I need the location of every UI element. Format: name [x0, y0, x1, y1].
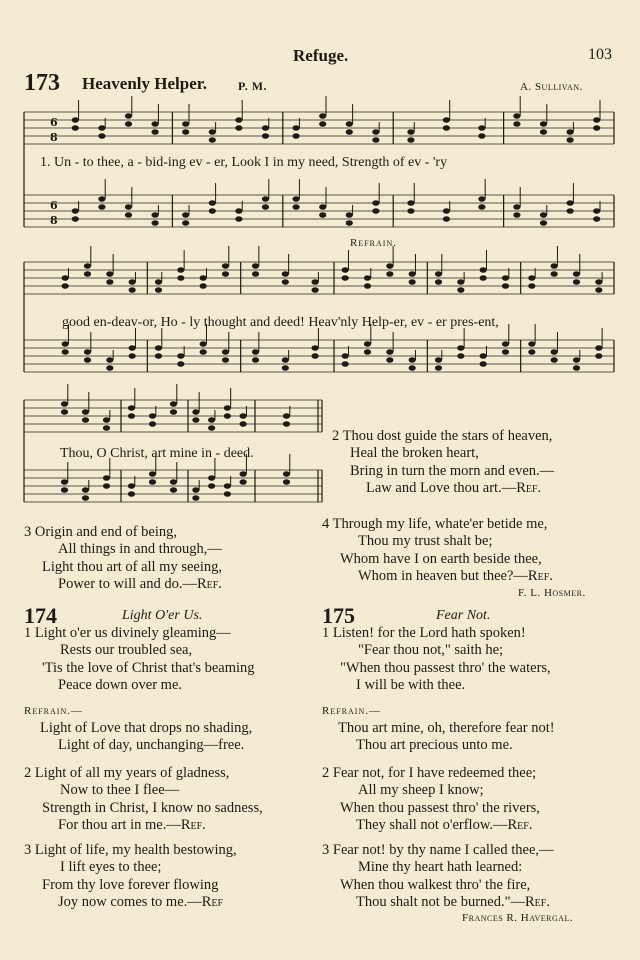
note-head [312, 279, 319, 285]
note-head [480, 267, 487, 273]
note-head [129, 345, 136, 351]
note-head [152, 129, 159, 135]
note-head [319, 204, 326, 210]
note-head [129, 279, 136, 285]
note-head [386, 263, 393, 269]
note-head [222, 271, 229, 277]
note-head [82, 417, 89, 423]
note-head [177, 275, 184, 281]
note-head [208, 475, 215, 481]
note-head [177, 361, 184, 367]
note-head [224, 491, 231, 497]
note-head [386, 357, 393, 363]
note-head [502, 283, 509, 289]
hymn-173-title: Heavenly Helper. [82, 74, 207, 93]
note-head [182, 129, 189, 135]
note-head [240, 421, 247, 427]
note-head [540, 212, 547, 218]
note-head [235, 208, 242, 214]
note-head [364, 275, 371, 281]
hymn-173-meter: P. M. [238, 79, 268, 93]
note-head [155, 287, 162, 293]
note-head [222, 349, 229, 355]
bass-staff [24, 195, 614, 227]
note-head [319, 212, 326, 218]
note-head [567, 137, 574, 143]
note-head [478, 125, 485, 131]
hymn-175-number: 175 [322, 603, 355, 628]
note-head [312, 353, 319, 359]
note-head [106, 279, 113, 285]
note-head [457, 353, 464, 359]
note-head [262, 133, 269, 139]
note-head [435, 365, 442, 371]
note-head [551, 263, 558, 269]
hymn-174-number: 174 [24, 603, 57, 628]
treble-staff [24, 262, 614, 294]
note-head [208, 483, 215, 489]
time-signature: 6 [50, 116, 58, 129]
note-head [125, 121, 132, 127]
note-head [567, 200, 574, 206]
note-head [149, 421, 156, 427]
hymn-173-number: 173 [24, 70, 60, 96]
note-head [235, 125, 242, 131]
treble-staff [24, 112, 614, 144]
note-head [209, 137, 216, 143]
note-head [364, 283, 371, 289]
lyric-line-2: good en-deav-or, Ho - ly thought and deed! Heav'nly Help-er, ev - er pres-ent, [62, 315, 499, 330]
note-head [282, 365, 289, 371]
note-head [443, 117, 450, 123]
note-head [513, 204, 520, 210]
note-head [192, 487, 199, 493]
note-head [293, 196, 300, 202]
note-head [192, 495, 199, 501]
note-head [312, 345, 319, 351]
note-head [443, 208, 450, 214]
note-head [62, 275, 69, 281]
note-head [435, 279, 442, 285]
note-head [177, 353, 184, 359]
note-head [252, 263, 259, 269]
note-head [62, 341, 69, 347]
note-head [528, 341, 535, 347]
note-head [293, 204, 300, 210]
note-head [386, 349, 393, 355]
note-head [262, 204, 269, 210]
note-head [149, 471, 156, 477]
note-head [595, 345, 602, 351]
note-head [435, 357, 442, 363]
note-head [103, 425, 110, 431]
note-head [346, 212, 353, 218]
note-head [235, 216, 242, 222]
verse-175-3: 3 Fear not! by thy name I called thee,— Mine thy heart hath learned: When thou walkest thro' the fire, Thou shalt not be burned."—Ref. [322, 842, 554, 911]
note-head [61, 479, 68, 485]
note-head [480, 275, 487, 281]
page-number: 103 [588, 46, 612, 63]
note-head [312, 287, 319, 293]
note-head [409, 357, 416, 363]
verse-175-1: 1 Listen! for the Lord hath spoken! "Fear thou not," saith he; "When thou passest thro' the waters, I will be with thee. [322, 625, 551, 694]
note-head [293, 133, 300, 139]
note-head [224, 413, 231, 419]
note-head [513, 121, 520, 127]
note-head [409, 365, 416, 371]
note-head [478, 204, 485, 210]
note-head [222, 357, 229, 363]
note-head [528, 283, 535, 289]
note-head [209, 200, 216, 206]
note-head [478, 133, 485, 139]
note-head [364, 349, 371, 355]
note-head [72, 125, 79, 131]
note-head [208, 417, 215, 423]
refrain-174: Light of Love that drops no shading, Light of day, unchanging—free. [40, 720, 253, 754]
note-head [443, 125, 450, 131]
note-head [342, 353, 349, 359]
note-head [224, 405, 231, 411]
note-head [407, 208, 414, 214]
note-head [240, 479, 247, 485]
note-head [528, 349, 535, 355]
note-head [61, 409, 68, 415]
note-head [224, 483, 231, 489]
note-head [282, 357, 289, 363]
note-head [149, 479, 156, 485]
note-head [192, 409, 199, 415]
note-head [209, 129, 216, 135]
note-head [409, 271, 416, 277]
note-head [106, 365, 113, 371]
note-head [540, 220, 547, 226]
note-head [457, 279, 464, 285]
note-head [62, 349, 69, 355]
note-head [407, 137, 414, 143]
note-head [222, 263, 229, 269]
time-signature: 8 [50, 214, 58, 227]
note-head [282, 271, 289, 277]
lyric-line-3: Thou, O Christ, art mine in - deed. [60, 446, 254, 461]
note-head [240, 413, 247, 419]
note-head [152, 212, 159, 218]
verse-174-3: 3 Light of life, my health bestowing, I lift eyes to thee; From thy love forever flowing Joy now comes to me.—Ref [24, 842, 237, 911]
note-head [513, 212, 520, 218]
note-head [407, 129, 414, 135]
note-head [155, 353, 162, 359]
note-head [540, 121, 547, 127]
note-head [72, 216, 79, 222]
note-head [252, 357, 259, 363]
hymn-175-title: Fear Not. [436, 608, 491, 623]
note-head [98, 196, 105, 202]
verse-173-2: 2 Thou dost guide the stars of heaven, Heal the broken heart, Bring in turn the morn and even.— Law and Love thou art.—Ref. [332, 428, 555, 497]
verse-174-1: 1 Light o'er us divinely gleaming— Rests our troubled sea, 'Tis the love of Christ that's beaming Peace down over me. [24, 625, 255, 694]
note-head [82, 487, 89, 493]
note-head [593, 117, 600, 123]
note-head [155, 279, 162, 285]
note-head [319, 121, 326, 127]
note-head [170, 401, 177, 407]
note-head [283, 421, 290, 427]
note-head [170, 479, 177, 485]
note-head [595, 279, 602, 285]
note-head [209, 208, 216, 214]
note-head [200, 275, 207, 281]
refrain-label-175: Refrain.— [322, 705, 381, 717]
note-head [407, 200, 414, 206]
note-head [513, 113, 520, 119]
note-head [372, 208, 379, 214]
note-head [182, 212, 189, 218]
note-head [72, 117, 79, 123]
note-head [252, 271, 259, 277]
note-head [480, 353, 487, 359]
note-head [106, 271, 113, 277]
note-head [84, 263, 91, 269]
note-head [593, 216, 600, 222]
note-head [435, 271, 442, 277]
note-head [502, 275, 509, 281]
note-head [364, 341, 371, 347]
note-head [82, 409, 89, 415]
note-head [595, 353, 602, 359]
note-head [372, 137, 379, 143]
note-head [128, 491, 135, 497]
verse-173-3: 3 Origin and end of being, All things in and through,— Light thou art of all my seeing, Power to will and do.—Ref. [24, 524, 223, 593]
note-head [84, 349, 91, 355]
note-head [84, 357, 91, 363]
note-head [551, 357, 558, 363]
note-head [240, 471, 247, 477]
note-head [129, 287, 136, 293]
hymn-174-title: Light O'er Us. [122, 608, 203, 623]
note-head [573, 279, 580, 285]
note-head [573, 365, 580, 371]
note-head [593, 208, 600, 214]
lyric-line-1: 1. Un - to thee, a - bid-ing ev - er, Look I in my need, Strength of ev - 'ry [40, 155, 448, 170]
note-head [573, 271, 580, 277]
note-head [573, 357, 580, 363]
note-head [200, 283, 207, 289]
hymn-175-author: Frances R. Havergal. [462, 912, 574, 924]
note-head [152, 220, 159, 226]
note-head [125, 113, 132, 119]
note-head [593, 125, 600, 131]
note-head [125, 212, 132, 218]
note-head [170, 487, 177, 493]
note-head [61, 487, 68, 493]
note-head [282, 279, 289, 285]
note-head [443, 216, 450, 222]
page-header: Refuge. [293, 46, 349, 65]
note-head [342, 267, 349, 273]
note-head [192, 417, 199, 423]
note-head [62, 283, 69, 289]
note-head [595, 287, 602, 293]
note-head [200, 341, 207, 347]
note-head [262, 125, 269, 131]
note-head [342, 275, 349, 281]
note-head [98, 204, 105, 210]
note-head [372, 200, 379, 206]
note-head [409, 279, 416, 285]
refrain-label-174: Refrain.— [24, 705, 83, 717]
note-head [346, 220, 353, 226]
note-head [567, 129, 574, 135]
note-head [170, 409, 177, 415]
note-head [457, 345, 464, 351]
note-head [235, 117, 242, 123]
note-head [182, 220, 189, 226]
note-head [155, 345, 162, 351]
note-head [128, 483, 135, 489]
note-head [262, 196, 269, 202]
verse-174-2: 2 Light of all my years of gladness, Now to thee I flee— Strength in Christ, I know no sadness, For thou art in me.—Ref. [24, 765, 263, 834]
note-head [502, 349, 509, 355]
note-head [152, 121, 159, 127]
note-head [283, 479, 290, 485]
note-head [200, 349, 207, 355]
verse-173-4: 4 Through my life, whate'er betide me, Thou my trust shalt be; Whom have I on earth beside thee, Whom in heaven but thee?—Ref. [322, 516, 553, 585]
note-head [478, 196, 485, 202]
note-head [567, 208, 574, 214]
note-head [82, 495, 89, 501]
note-head [103, 483, 110, 489]
note-head [61, 401, 68, 407]
note-head [128, 405, 135, 411]
note-head [72, 208, 79, 214]
note-head [540, 129, 547, 135]
verse-175-2: 2 Fear not, for I have redeemed thee; All my sheep I know; When thou passest thro' the rivers, They shall not o'erflow.—Ref. [322, 765, 540, 834]
note-head [106, 357, 113, 363]
note-head [125, 204, 132, 210]
note-head [319, 113, 326, 119]
bass-staff [24, 470, 322, 502]
note-head [293, 125, 300, 131]
note-head [283, 471, 290, 477]
note-head [128, 413, 135, 419]
note-head [98, 133, 105, 139]
note-head [103, 417, 110, 423]
note-head [528, 275, 535, 281]
note-head [551, 349, 558, 355]
note-head [208, 425, 215, 431]
note-head [103, 475, 110, 481]
note-head [177, 267, 184, 273]
note-head [551, 271, 558, 277]
refrain-175: Thou art mine, oh, therefore fear not! Thou art precious unto me. [338, 720, 555, 754]
time-signature: 6 [50, 199, 58, 212]
note-head [480, 361, 487, 367]
note-head [149, 413, 156, 419]
note-head [346, 121, 353, 127]
note-head [182, 121, 189, 127]
note-head [386, 271, 393, 277]
note-head [129, 353, 136, 359]
note-head [84, 271, 91, 277]
note-head [252, 349, 259, 355]
refrain-label-173: Refrain. [350, 237, 397, 249]
note-head [502, 341, 509, 347]
note-head [346, 129, 353, 135]
note-head [372, 129, 379, 135]
note-head [342, 361, 349, 367]
note-head [98, 125, 105, 131]
note-head [457, 287, 464, 293]
hymn-173-composer: A. Sullivan. [520, 81, 583, 93]
hymn-173-author: F. L. Hosmer. [518, 587, 586, 599]
note-head [283, 413, 290, 419]
time-signature: 8 [50, 131, 58, 144]
